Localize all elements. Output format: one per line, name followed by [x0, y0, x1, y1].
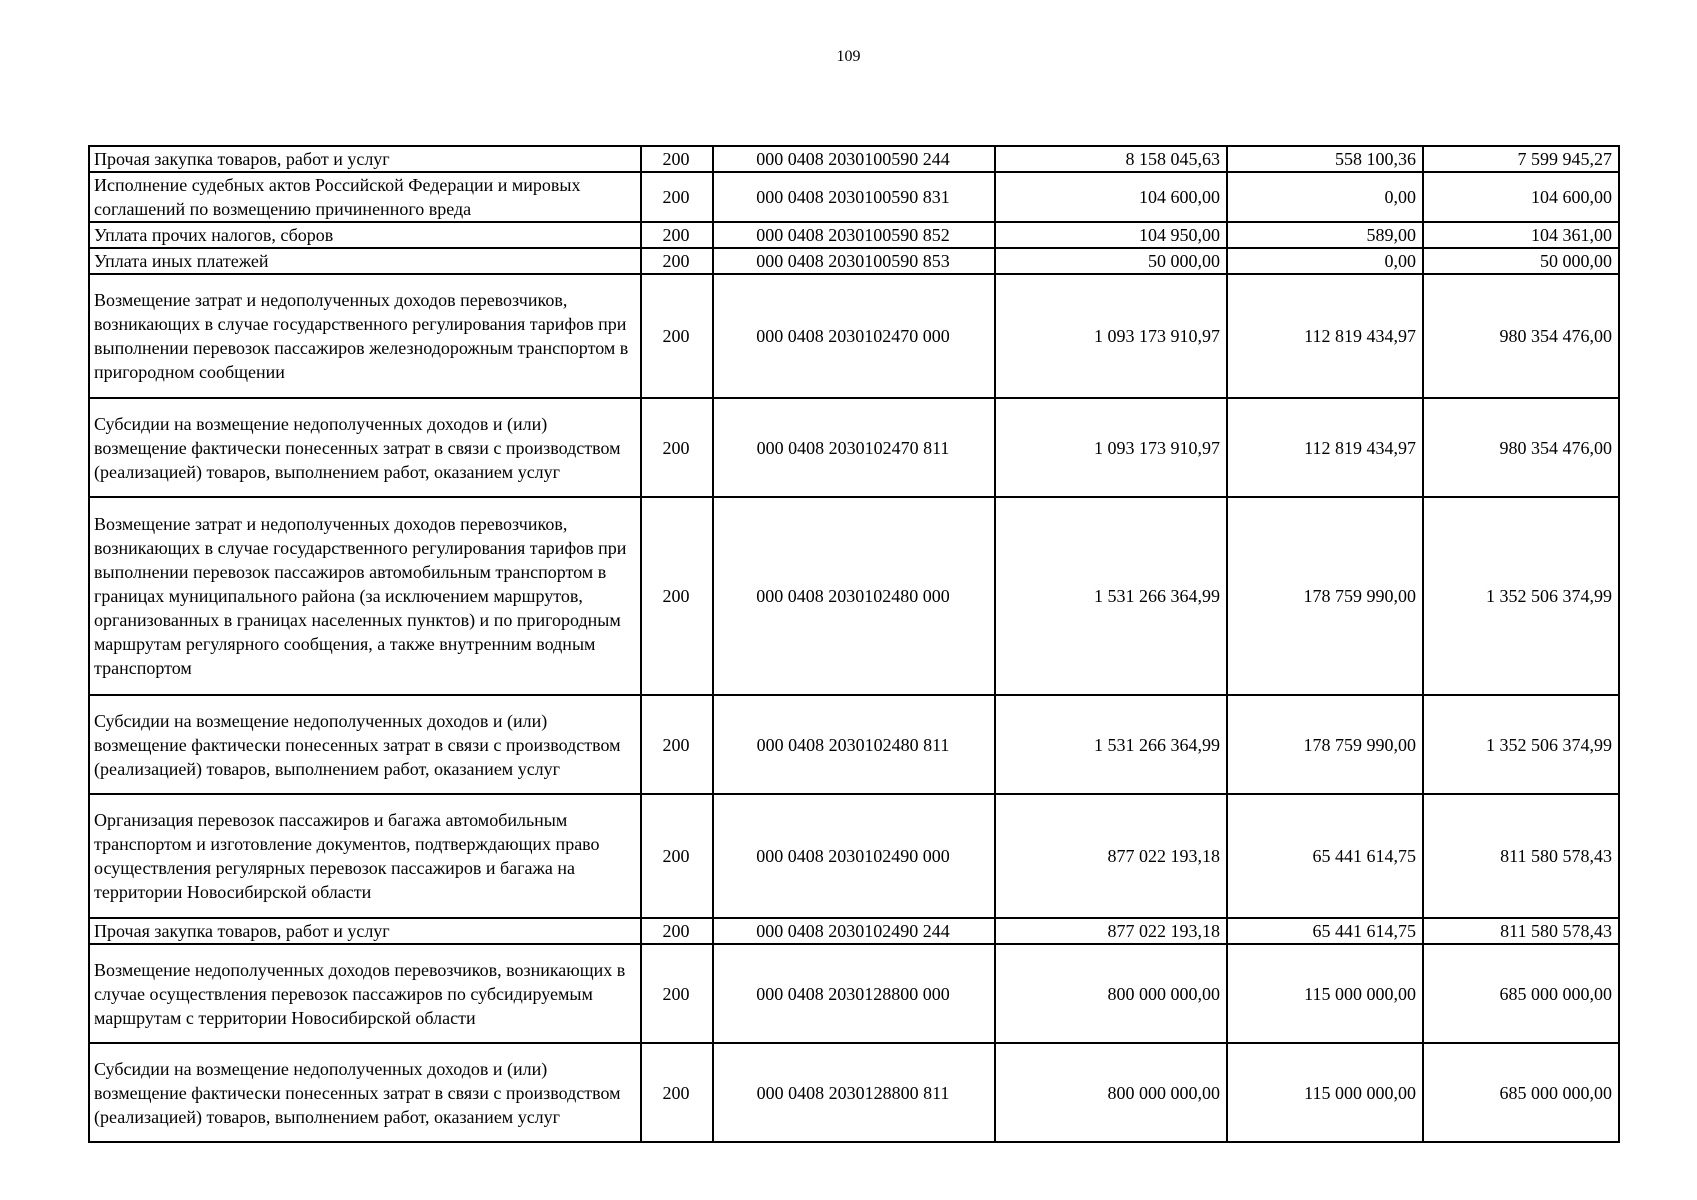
table-row: [89, 398, 1619, 497]
row-approved: 877 022 193,18: [995, 918, 1227, 944]
row-executed: 112 819 434,97: [1227, 398, 1423, 497]
row-approved: 1 531 266 364,99: [995, 497, 1227, 695]
row-approved: 1 093 173 910,97: [995, 398, 1227, 497]
table-row: [89, 146, 1619, 172]
row-kbk: 000 0408 2030102470 000: [713, 274, 995, 398]
row-kbk: 000 0408 2030128800 000: [713, 944, 995, 1043]
row-approved: 8 158 045,63: [995, 146, 1227, 172]
row-unexecuted: 104 600,00: [1423, 172, 1619, 222]
row-executed: 65 441 614,75: [1227, 794, 1423, 918]
table-row: [89, 918, 1619, 944]
row-name: Субсидии на возмещение недополученных доходов и (или) возмещение фактически понесенных затрат в связи с производством (реализацией) товаров, выполнением работ, оказанием услуг: [89, 398, 641, 497]
row-unexecuted: 811 580 578,43: [1423, 918, 1619, 944]
row-approved: 877 022 193,18: [995, 794, 1227, 918]
row-approved: 1 093 173 910,97: [995, 274, 1227, 398]
row-code: 200: [641, 274, 713, 398]
row-approved: 104 950,00: [995, 222, 1227, 248]
row-code: 200: [641, 1043, 713, 1142]
row-code: 200: [641, 222, 713, 248]
row-name: Исполнение судебных актов Российской Федерации и мировых соглашений по возмещению причиненного вреда: [89, 172, 641, 222]
row-executed: 115 000 000,00: [1227, 1043, 1423, 1142]
table-row: [89, 944, 1619, 1043]
row-unexecuted: 685 000 000,00: [1423, 944, 1619, 1043]
row-name: Организация перевозок пассажиров и багажа автомобильным транспортом и изготовление документов, подтверждающих право осуществления регулярных перевозок пассажиров и багажа на территории Новосибирской области: [89, 794, 641, 918]
row-name: Прочая закупка товаров, работ и услуг: [89, 918, 641, 944]
table-row: [89, 695, 1619, 794]
row-code: 200: [641, 944, 713, 1043]
row-name: Субсидии на возмещение недополученных доходов и (или) возмещение фактически понесенных затрат в связи с производством (реализацией) товаров, выполнением работ, оказанием услуг: [89, 1043, 641, 1142]
row-kbk: 000 0408 2030100590 852: [713, 222, 995, 248]
table-row: [89, 794, 1619, 918]
row-kbk: 000 0408 2030100590 244: [713, 146, 995, 172]
row-unexecuted: 980 354 476,00: [1423, 398, 1619, 497]
row-unexecuted: 811 580 578,43: [1423, 794, 1619, 918]
row-code: 200: [641, 497, 713, 695]
row-approved: 800 000 000,00: [995, 944, 1227, 1043]
row-executed: 558 100,36: [1227, 146, 1423, 172]
row-kbk: 000 0408 2030102490 000: [713, 794, 995, 918]
row-executed: 0,00: [1227, 172, 1423, 222]
row-unexecuted: 7 599 945,27: [1423, 146, 1619, 172]
row-kbk: 000 0408 2030102480 811: [713, 695, 995, 794]
row-code: 200: [641, 172, 713, 222]
row-approved: 800 000 000,00: [995, 1043, 1227, 1142]
table-row: [89, 274, 1619, 398]
row-kbk: 000 0408 2030100590 853: [713, 248, 995, 274]
row-executed: 115 000 000,00: [1227, 944, 1423, 1043]
row-code: 200: [641, 695, 713, 794]
row-unexecuted: 1 352 506 374,99: [1423, 695, 1619, 794]
row-code: 200: [641, 794, 713, 918]
row-name: Субсидии на возмещение недополученных доходов и (или) возмещение фактически понесенных затрат в связи с производством (реализацией) товаров, выполнением работ, оказанием услуг: [89, 695, 641, 794]
row-name: Уплата иных платежей: [89, 248, 641, 274]
budget-table: [88, 145, 1620, 1143]
row-approved: 1 531 266 364,99: [995, 695, 1227, 794]
row-kbk: 000 0408 2030102480 000: [713, 497, 995, 695]
table-row: [89, 172, 1619, 222]
row-unexecuted: 980 354 476,00: [1423, 274, 1619, 398]
row-executed: 589,00: [1227, 222, 1423, 248]
row-code: 200: [641, 146, 713, 172]
row-unexecuted: 104 361,00: [1423, 222, 1619, 248]
row-executed: 65 441 614,75: [1227, 918, 1423, 944]
row-approved: 50 000,00: [995, 248, 1227, 274]
table-row: [89, 497, 1619, 695]
row-name: Возмещение затрат и недополученных доходов перевозчиков, возникающих в случае государственного регулирования тарифов при выполнении перевозок пассажиров железнодорожным транспортом в пригородном сообщении: [89, 274, 641, 398]
table-row: [89, 248, 1619, 274]
row-executed: 112 819 434,97: [1227, 274, 1423, 398]
row-unexecuted: 1 352 506 374,99: [1423, 497, 1619, 695]
row-code: 200: [641, 918, 713, 944]
page-number: 109: [836, 48, 861, 65]
row-executed: 178 759 990,00: [1227, 695, 1423, 794]
row-executed: 178 759 990,00: [1227, 497, 1423, 695]
row-unexecuted: 50 000,00: [1423, 248, 1619, 274]
table-row: [89, 1043, 1619, 1142]
row-kbk: 000 0408 2030102490 244: [713, 918, 995, 944]
row-kbk: 000 0408 2030102470 811: [713, 398, 995, 497]
row-name: Возмещение недополученных доходов перевозчиков, возникающих в случае осуществления перевозок пассажиров по субсидируемым маршрутам с территории Новосибирской области: [89, 944, 641, 1043]
row-name: Возмещение затрат и недополученных доходов перевозчиков, возникающих в случае государственного регулирования тарифов при выполнении перевозок пассажиров автомобильным транспортом в границах муниципального района (за исключением маршрутов, организованных в границах населенных пунктов) и по пригородным маршрутам регулярного сообщения, а также внутренним водным транспортом: [89, 497, 641, 695]
row-executed: 0,00: [1227, 248, 1423, 274]
row-approved: 104 600,00: [995, 172, 1227, 222]
row-name: Прочая закупка товаров, работ и услуг: [89, 146, 641, 172]
table-row: [89, 222, 1619, 248]
row-code: 200: [641, 248, 713, 274]
row-kbk: 000 0408 2030100590 831: [713, 172, 995, 222]
row-name: Уплата прочих налогов, сборов: [89, 222, 641, 248]
row-kbk: 000 0408 2030128800 811: [713, 1043, 995, 1142]
row-code: 200: [641, 398, 713, 497]
row-unexecuted: 685 000 000,00: [1423, 1043, 1619, 1142]
